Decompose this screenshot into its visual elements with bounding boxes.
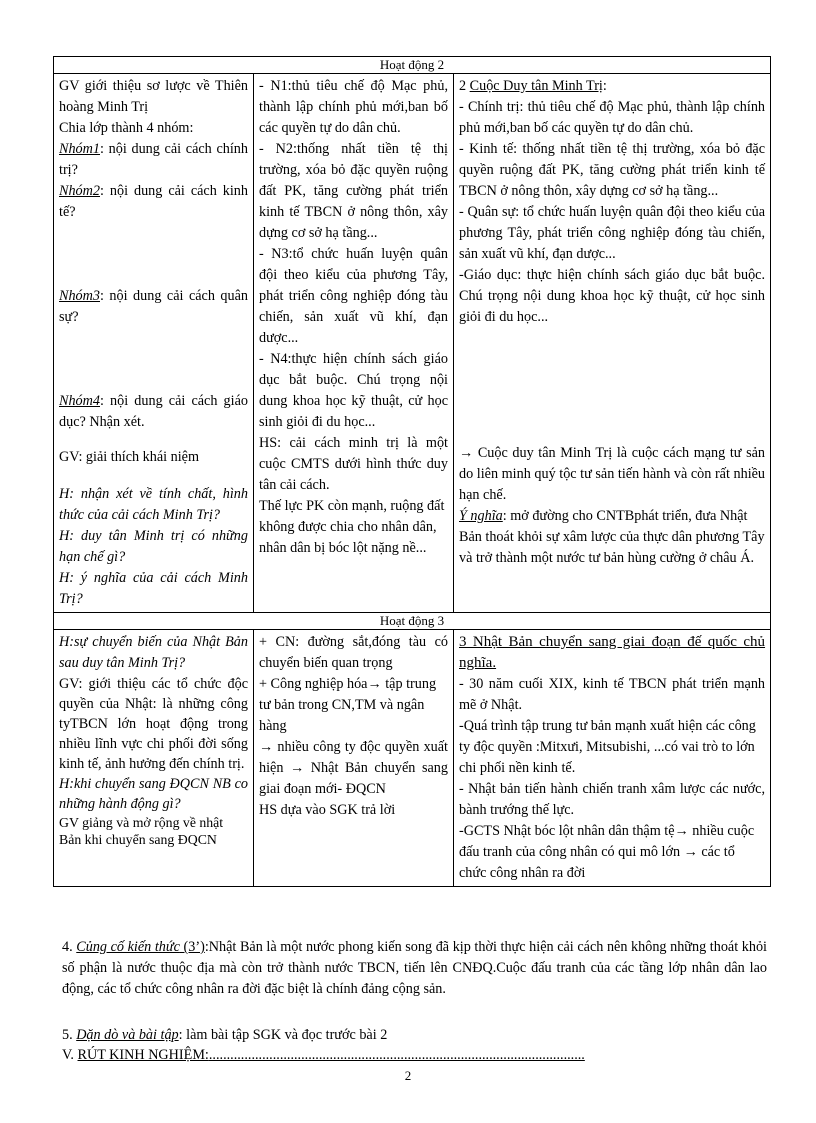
gv-monopolies: GV: giới thiệu các tổ chức độc quyền của Nhật: là những công tyTBCN lớn hoạt động trong nhiều lĩnh vực chi phối đời sống kinh tế, ảnh hưởng đến chính trị. (59, 676, 248, 772)
hs-answer: HS: cải cách minh trị là một cuộc CMTS dưới hình thức duy tân cải cách. (259, 435, 448, 493)
question-limits: H: duy tân Minh trị có những hạn chế gì? (59, 528, 248, 565)
experience-line: V. RÚT KINH NGHIỆM:.......................................................................................................... (62, 1047, 585, 1063)
group-1-question: Nhóm1: nội dung cải cách chính trị? (59, 141, 248, 178)
n4-answer: - N4:thực hiện chính sách giáo dục bắt buộc. Chú trọng nội dung khoa học kỹ thuật, cử học sinh giỏi đi du học... (259, 351, 448, 430)
homework-paragraph: 5. Dặn dò và bài tập: làm bài tập SGK và đọc trước bài 2 (62, 1027, 388, 1043)
activity-3-teacher-column (54, 630, 254, 887)
activity-2-student-column (254, 74, 454, 613)
n1-answer: - N1:thủ tiêu chế độ Mạc phủ, thành lập chính phủ mới,ban bố các quyền tự do dân chủ. (259, 78, 448, 136)
activity-3-student-column (254, 630, 454, 887)
education-point: -Giáo dục: thực hiện chính sách giáo dục bắt buộc. Chú trọng nội dung khoa học kỹ thuật, cử học sinh giỏi đi du học... (459, 267, 766, 325)
group-4-question: Nhóm4: nội dung cải cách giáo dục? Nhận xét. (59, 393, 248, 430)
question-meaning: H: ý nghĩa của cải cách Minh Trị? (59, 570, 248, 607)
activity-2-content-column (454, 74, 771, 613)
industrialization-answer: + Công nghiệp hóa→ tập trung tư bản trong CN,TM và ngân hàng (259, 676, 437, 734)
activity-2-row (54, 74, 771, 613)
activity-3-row (54, 630, 771, 887)
lesson-table (53, 56, 771, 887)
activity-3-content-column (454, 630, 771, 887)
monopoly-point: -Quá trình tập trung tư bản mạnh xuất hiện các công ty độc quyền :Mitxưi, Mitsubishi, ...có vai trò to lớn chi phối nền kinh tế. (459, 718, 756, 776)
hs-sgk-answer: HS dựa vào SGK trả lời (259, 802, 396, 818)
expansion-point: - Nhật bản tiến hành chiến tranh xâm lược các nước, bành trướng thế lực. (459, 781, 766, 818)
meaning-point: Ý nghĩa: mở đường cho CNTBphát triển, đưa Nhật Bản thoát khỏi sự xâm lược của thực dân phương Tây và trở thành một nước tư bản hùng cường ở châu Á. (459, 508, 765, 566)
n3-answer: - N3:tổ chức huấn luyện quân đội theo kiểu của phương Tây, phát triển công nghiệp đóng tàu chiến, sản xuất vũ khí, đạn dược... (259, 246, 448, 346)
gv-expand: GV giảng và mở rộng về nhật Bản khi chuyển sang ĐQCN (59, 815, 224, 847)
consolidation-paragraph: 4. Củng cố kiến thức (3’):Nhật Bản là một nước phong kiến song đã kịp thời thực hiện cải cách nên không những thoát khỏi số phận là nước thuộc địa mà còn trở thành nước TBCN, tiến lên CNĐQ.Cuộc đấu tranh của các tầng lớp nhân dân lao động, các tổ chức công nhân ra đời đặc biệt là chính đảng cộng sản. (62, 939, 767, 997)
activity-3-header: Hoạt động 3 (54, 613, 771, 630)
section-2-title: 2 Cuộc Duy tân Minh Trị: (459, 78, 607, 94)
n2-answer: - N2:thống nhất tiền tệ thị trường, xóa bỏ đặc quyền ruộng đất PK, tăng cường phát triển kinh tế TBCN ở nông thôn, xây dựng cơ sở hạ tầng... (259, 141, 448, 241)
group-2-question: Nhóm2: nội dung cải cách kinh tế? (59, 183, 248, 220)
group-3-question: Nhóm3: nội dung cải cách quân sự? (59, 288, 248, 325)
activity-2-header-row (54, 57, 771, 74)
exploitation-point: -GCTS Nhật bóc lột nhân dân thậm tệ→ nhiều cuộc đấu tranh của công nhân có qui mô lớn → các tổ chức công nhân ra đời (459, 823, 755, 881)
question-transformation: H:sự chuyển biến của Nhật Bản sau duy tân Minh Trị? (59, 634, 248, 671)
activity-3-header-row (54, 613, 771, 630)
limitations-answer: Thế lực PK còn mạnh, ruộng đất không được chia cho nhân dân, nhân dân bị bóc lột nặng nề... (259, 498, 445, 556)
industry-answer: + CN: đường sắt,đóng tàu có chuyển biến quan trọng (259, 634, 448, 671)
military-point: - Quân sự: tổ chức huấn luyện quân đội theo kiểu của phương Tây, phát triển công nghiệp đóng tàu chiến, sản xuất vũ khí, đạn dược... (459, 204, 766, 262)
economy-point: - Kinh tế: thống nhất tiền tệ thị trường, xóa bỏ đặc quyền ruộng đất PK, tăng cường phát triển kinh tế TBCN ở nông thôn, xây dựng cơ sở hạ tầng... (459, 141, 766, 199)
activity-2-teacher-column (54, 74, 254, 613)
page-number: 2 (404, 1068, 412, 1083)
question-nature: H: nhận xét về tính chất, hình thức của cải cách Minh Trị? (59, 486, 248, 523)
question-imperialism: H:khi chuyển sang ĐQCN NB co những hành động gì? (59, 776, 248, 812)
divide-text: Chia lớp thành 4 nhóm: (59, 120, 194, 136)
intro-text: GV giới thiệu sơ lược về Thiên hoàng Minh Trị (59, 78, 248, 115)
economy-growth-point: - 30 năm cuối XIX, kinh tế TBCN phát triển mạnh mẽ ở Nhật. (459, 676, 766, 713)
activity-2-header: Hoạt động 2 (54, 57, 771, 74)
section-3-title: 3 Nhật Bản chuyển sang giai đoạn đế quốc chủ nghĩa. (459, 634, 766, 671)
gv-explain: GV: giải thích khái niệm (59, 449, 200, 465)
politics-point: - Chính trị: thủ tiêu chế độ Mạc phủ, thành lập chính phủ mới,ban bố các quyền tự do dân chủ. (459, 99, 766, 136)
monopoly-answer: → nhiều công ty độc quyền xuất hiện → Nhật Bản chuyển sang giai đoạn mới- ĐQCN (259, 739, 448, 797)
conclusion-point: → Cuộc duy tân Minh Trị là cuộc cách mạng tư sản do liên minh quý tộc tư sản tiến hành và còn rất nhiều hạn chế. (459, 445, 766, 503)
